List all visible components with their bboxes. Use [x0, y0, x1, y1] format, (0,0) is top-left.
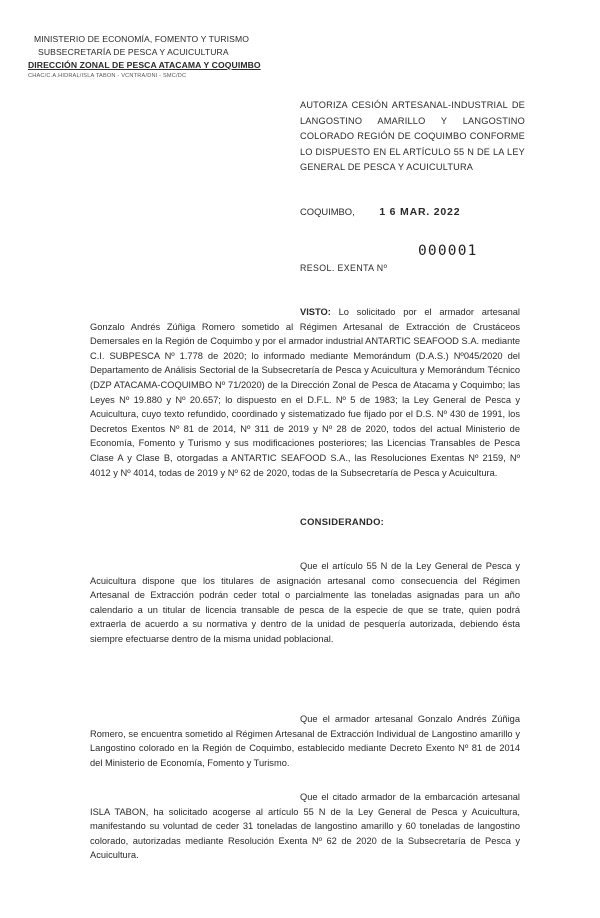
resolution-subject: AUTORIZA CESIÓN ARTESANAL-INDUSTRIAL DE LANGOSTINO AMARILLO Y LANGOSTINO COLORADO REGIÓN DE COQUIMBO CONFORME LO DISPUESTO EN EL ARTÍCULO 55 N DE LA LEY GENERAL DE PESCA Y ACUICULTURA [300, 100, 525, 173]
date-stamp: 1 6 MAR. 2022 [379, 206, 461, 218]
considerando-paragraph-2: Que el armador artesanal Gonzalo Andrés Zúñiga Romero, se encuentra sometido al Régimen Artesanal de Extracción Individual de Langostino amarillo y Langostino colorado en la Región de Coquimbo, establecido mediante Decreto Exento Nº 81 de 2014 del Ministerio de Economía, Fomento y Turismo. [90, 714, 520, 768]
letterhead [28, 33, 288, 81]
visto-label: VISTO: [300, 307, 331, 317]
considerando-heading: CONSIDERANDO: [300, 516, 385, 527]
resolution-label: RESOL. EXENTA Nº [300, 263, 388, 273]
visto-text: Lo solicitado por el armador artesanal Gonzalo Andrés Zúñiga Romero sometido al Régimen Artesanal de Extracción de Crustáceos Demersales en la Región de Coquimbo y por el armador industrial ANTARTIC SEAFOOD S.A. mediante C.I. SUBPESCA Nº 1.778 de 2020; lo informado mediante Memorándum (D.A.S.) Nº045/2020 del Departamento de Análisis Sectorial de la Subsecretaría de Pesca y Acuicultura y Memorándum Técnico (DZP ATACAMA-COQUIMBO Nº 71/2020) de la Dirección Zonal de Pesca de Atacama y Coquimbo; las Leyes Nº 19.880 y Nº 20.657; lo dispuesto en el D.F.L. Nº 5 de 1983; la Ley General de Pesca y Acuicultura, cuyo texto refundido, coordinado y sistematizado fue fijado por el D.S. Nº 430 de 1991, los Decretos Exentos Nº 81 de 2014, Nº 311 de 2019 y Nº 28 de 2020, todos del actual Ministerio de Economía, Fomento y Turismo y sus modificaciones posteriores; las Licencias Transables de Pesca Clase A y Clase B, otorgadas a ANTARTIC SEAFOOD S.A., las Resoluciones Exentas Nº 2159, Nº 4012 y Nº 4014, todas de 2019 y Nº 62 de 2020, todas de la Subsecretaría de Pesca y Acuicultura. [90, 307, 520, 478]
direccion-zonal-name: DIRECCIÓN ZONAL DE PESCA ATACAMA Y COQUIMBO [28, 60, 261, 70]
visto-paragraph [90, 305, 520, 480]
ministry-name: MINISTERIO DE ECONOMÍA, FOMENTO Y TURISMO [34, 34, 249, 44]
subsecretaria-name: SUBSECRETARÍA DE PESCA Y ACUICULTURA [38, 47, 229, 57]
resolution-number: 000001 [418, 243, 478, 259]
dateline [300, 206, 460, 218]
considerando-paragraph-3: Que el citado armador de la embarcación artesanal ISLA TABON, ha solicitado acogerse al artículo 55 N de la Ley General de Pesca y Acuicultura, manifestando su voluntad de ceder 31 toneladas de langostino amarillo y 60 toneladas de langostino colorado, autorizadas mediante Resolución Exenta Nº 62 de 2020 de la Subsecretaría de Pesca y Acuicultura. [90, 792, 520, 861]
considerando-paragraph-1: Que el artículo 55 N de la Ley General de Pesca y Acuicultura dispone que los titulares de asignación artesanal como consecuencia del Régimen Artesanal de Extracción podrán ceder total o parcialmente las toneladas asignadas para un año calendario a un titular de licencia transable de pesca de la especie de que se trate, quien podrá extraerla de acuerdo a su normativa y dentro de la unidad de pesquería autorizada, debiendo ésta siempre efectuarse dentro de la misma unidad poblacional. [90, 561, 520, 644]
city: COQUIMBO, [300, 206, 355, 217]
reference-subline: CHAC/C.A.HIDRAL/ISLA TABON - VCNTRA/DNI - SMC/DC [28, 73, 187, 79]
